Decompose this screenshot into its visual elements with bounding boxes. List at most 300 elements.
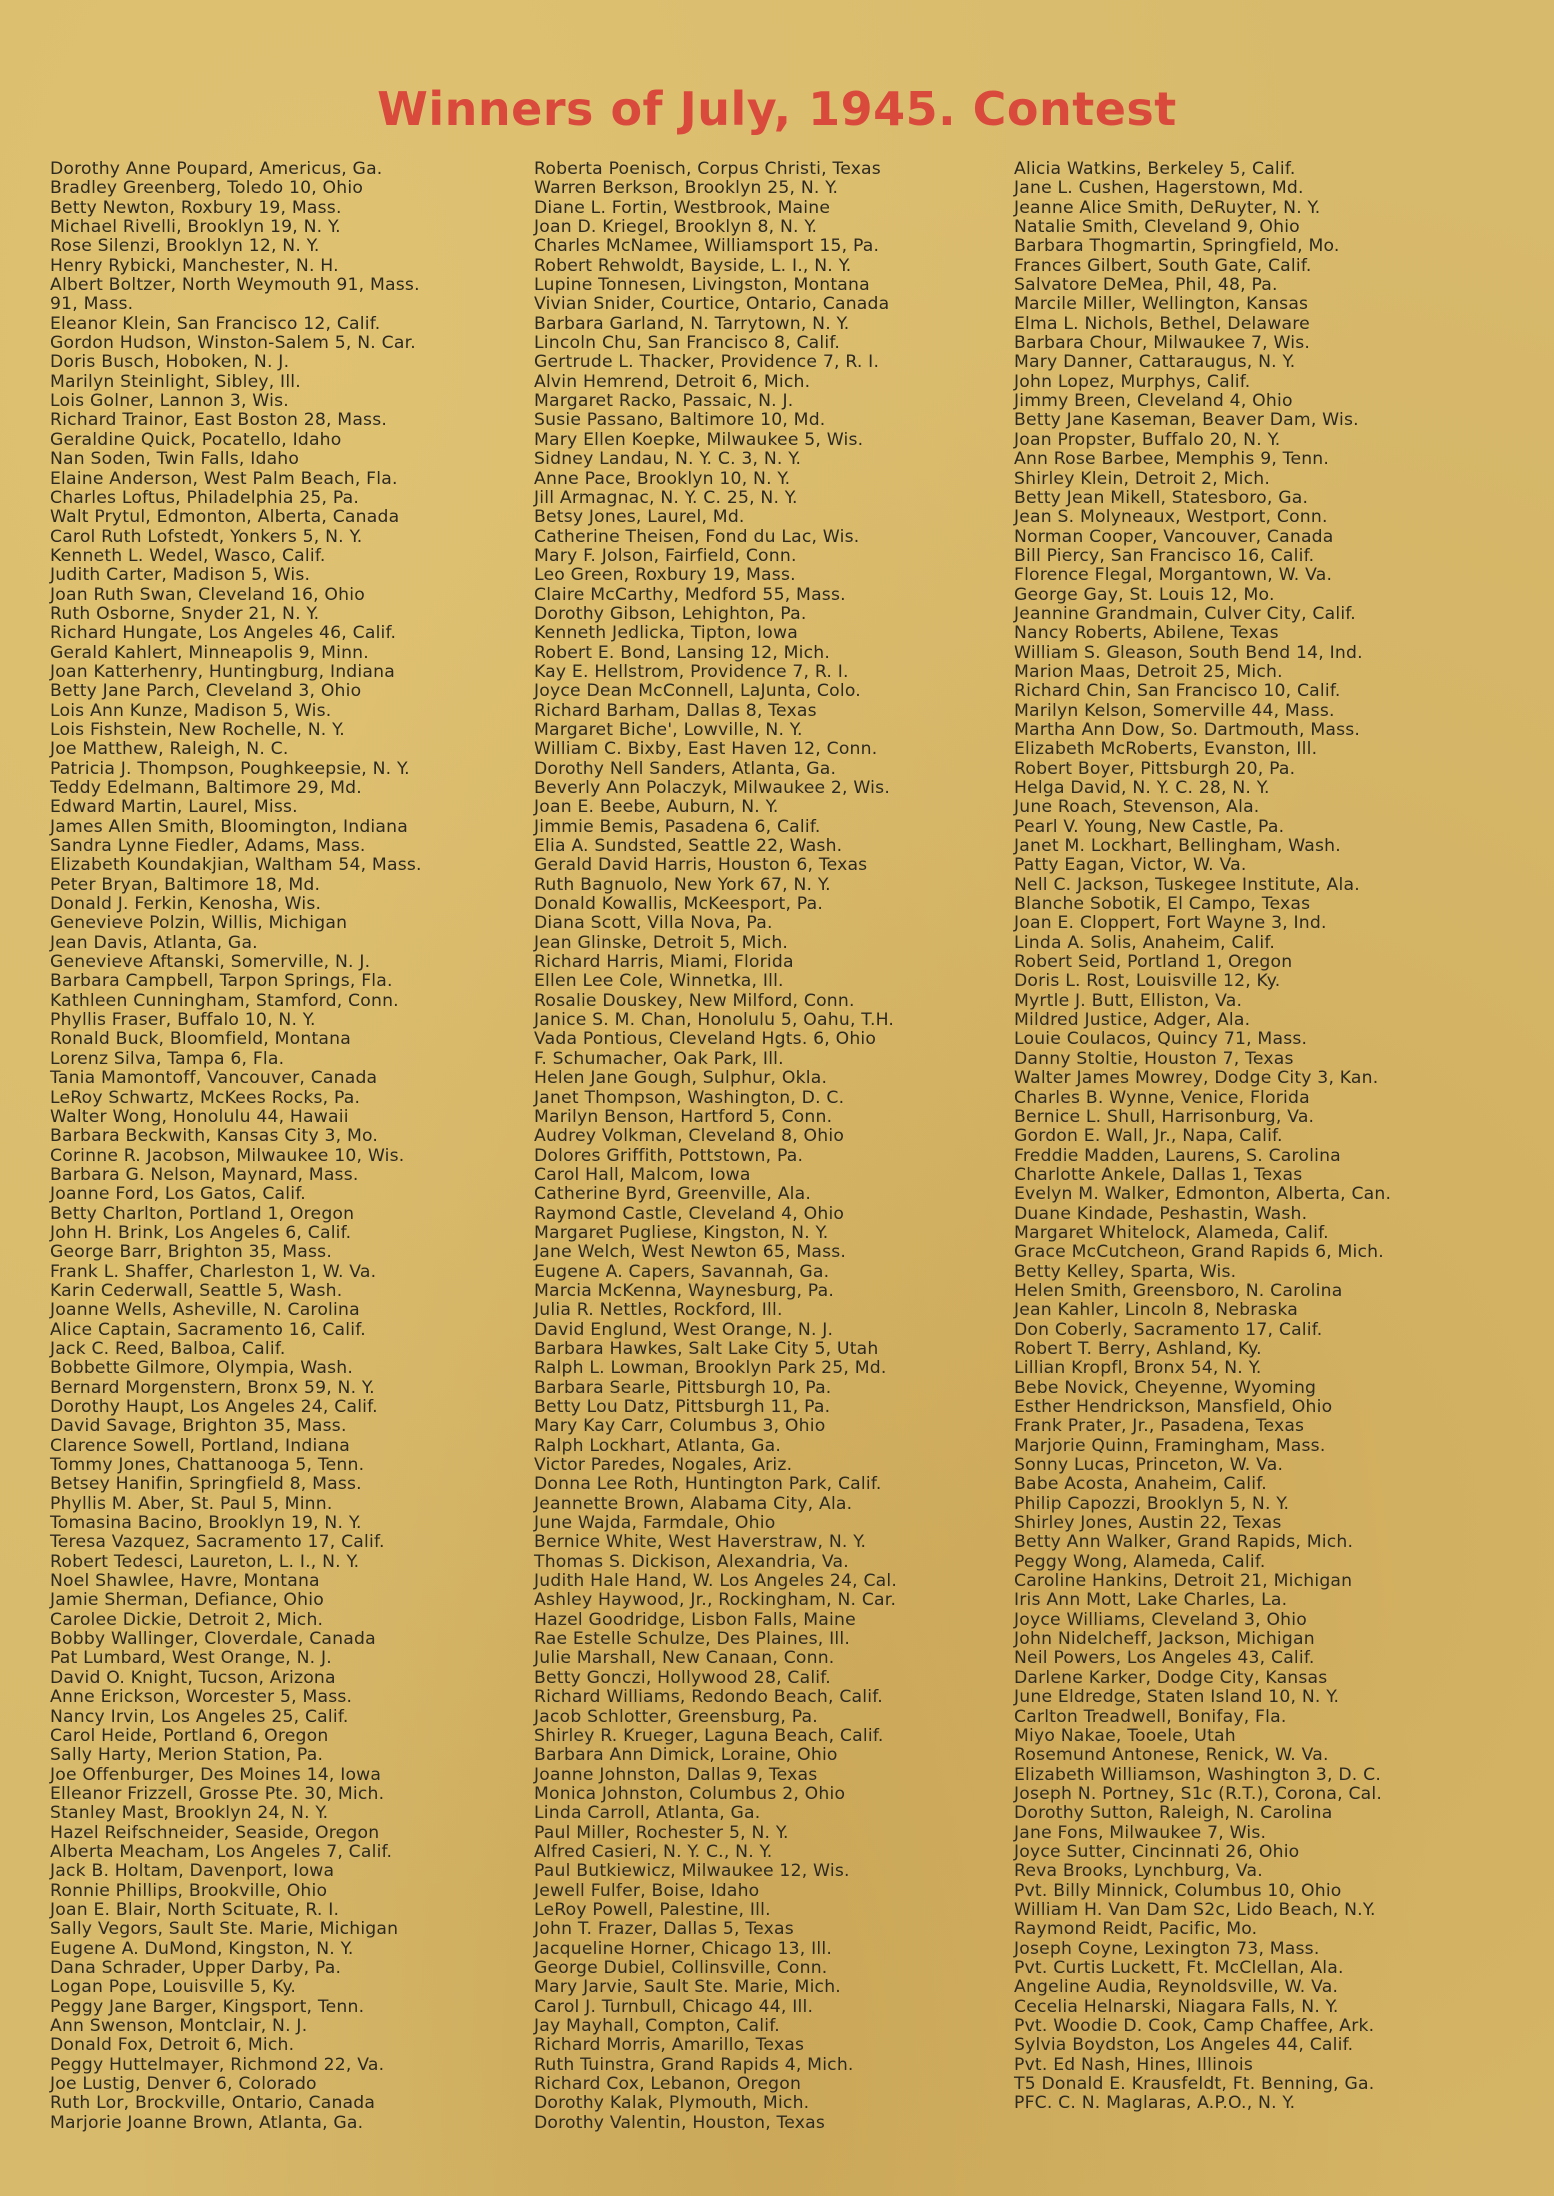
winner-entry: Betty Lou Datz, Pittsburgh 11, Pa. — [534, 1397, 831, 1417]
winner-entry: Shirley Jones, Austin 22, Texas — [1014, 1513, 1282, 1534]
winner-entry: Susie Passano, Baltimore 10, Md. — [534, 410, 826, 431]
winner-entry: Richard Cox, Lebanon, Oregon — [534, 2074, 802, 2095]
winner-entry: Eleanor Klein, San Francisco 12, Calif. — [50, 313, 381, 334]
winner-entry: Victor Paredes, Nogales, Ariz. — [534, 1455, 793, 1476]
winner-entry: Dorothy Valentin, Houston, Texas — [534, 2112, 826, 2133]
winner-entry: Joan E. Beebe, Auburn, N. Y. — [534, 797, 779, 818]
winner-entry: Henry Rybicki, Manchester, N. H. — [50, 255, 339, 276]
winner-entry: Ruth Lor, Brockville, Ontario, Canada — [50, 2093, 376, 2114]
winner-entry: Pvt. Woodie D. Cook, Camp Chaffee, Ark. — [1014, 2016, 1375, 2036]
winner-entry: Joe Lustig, Denver 6, Colorado — [50, 2074, 317, 2095]
winner-entry: Peggy Wong, Alameda, Calif. — [1014, 1551, 1266, 1572]
winner-entry: Babe Acosta, Anaheim, Calif. — [1014, 1474, 1267, 1495]
winner-entry: Peter Bryan, Baltimore 18, Md. — [50, 874, 321, 895]
winner-entry: Edward Martin, Laurel, Miss. — [50, 797, 298, 818]
winner-entry: Mary Ellen Koepke, Milwaukee 5, Wis. — [534, 429, 864, 450]
winner-entry: Thomas S. Dickison, Alexandria, Va. — [534, 1551, 849, 1572]
winner-entry: Neil Powers, Los Angeles 43, Calif. — [1014, 1648, 1315, 1669]
winner-entry: Barbara Chour, Milwaukee 7, Wis. — [1014, 333, 1311, 354]
winner-entry: James Allen Smith, Bloomington, Indiana — [50, 816, 408, 837]
winner-entry: Frank L. Shaffer, Charleston 1, W. Va. — [50, 1261, 377, 1282]
winner-entry: Janet Thompson, Washington, D. C. — [534, 1087, 845, 1108]
winner-entry: Diane L. Fortin, Westbrook, Maine — [534, 197, 831, 218]
winner-entry: Betty Jean Mikell, Statesboro, Ga. — [1014, 487, 1309, 508]
page-title: Winners of July, 1945. Contest — [377, 82, 1177, 136]
winner-entry: Donald J. Ferkin, Kenosha, Wis. — [50, 894, 322, 915]
winner-entry: Dorothy Kalak, Plymouth, Mich. — [534, 2093, 810, 2114]
winner-entry: Robert T. Berry, Ashland, Ky. — [1014, 1338, 1262, 1359]
winner-entry: Alicia Watkins, Berkeley 5, Calif. — [1014, 159, 1296, 179]
winner-entry: Pearl V. Young, New Castle, Pa. — [1014, 816, 1285, 837]
winner-entry: Salvatore DeMea, Phil, 48, Pa. — [1014, 275, 1278, 296]
winner-entry: Charles McNamee, Williamsport 15, Pa. — [534, 236, 880, 257]
winner-entry: Jack B. Holtam, Davenport, Iowa — [50, 1861, 335, 1882]
winner-entry: Carol Ruth Lofstedt, Yonkers 5, N. Y. — [50, 526, 363, 547]
winner-entry: William C. Bixby, East Haven 12, Conn. — [534, 739, 878, 760]
winner-entry: Iris Ann Mott, Lake Charles, La. — [1014, 1590, 1288, 1611]
winner-entry: Mary F. Jolson, Fairfield, Conn. — [534, 545, 797, 566]
winner-entry: Betty Jane Kaseman, Beaver Dam, Wis. — [1014, 410, 1359, 431]
winner-entry: Raymond Reidt, Pacific, Mo. — [1014, 1919, 1258, 1940]
winner-entry: Frances Gilbert, South Gate, Calif. — [1014, 255, 1312, 276]
winner-entry: Bradley Greenberg, Toledo 10, Ohio — [50, 178, 364, 199]
winner-entry: Ann Rose Barbee, Memphis 9, Tenn. — [1014, 449, 1330, 470]
winner-entry: Jay Mayhall, Compton, Calif. — [534, 2016, 780, 2036]
winner-entry: Pvt. Curtis Luckett, Ft. McClellan, Ala. — [1014, 1957, 1344, 1978]
winner-entry: Robert E. Bond, Lansing 12, Mich. — [534, 642, 831, 663]
winner-entry: Genevieve Polzin, Willis, Michigan — [50, 913, 348, 934]
winner-entry: Eugene A. DuMond, Kingston, N. Y. — [50, 1938, 354, 1959]
winner-entry: Rosalie Douskey, New Milford, Conn. — [534, 990, 855, 1011]
winner-entry: Richard Hungate, Los Angeles 46, Calif. — [50, 623, 397, 644]
winner-entry: Margaret Whitelock, Alameda, Calif. — [1014, 1222, 1329, 1243]
winner-entry: Ruth Osborne, Snyder 21, N. Y. — [50, 603, 320, 624]
winners-column-2 — [534, 160, 1014, 2133]
winner-entry: David O. Knight, Tucson, Arizona — [50, 1667, 336, 1688]
winner-entry: Dorothy Nell Sanders, Atlanta, Ga. — [534, 758, 837, 779]
winner-entry: Sally Vegors, Sault Ste. Marie, Michigan — [50, 1919, 399, 1940]
winner-entry: Joanne Johnston, Dallas 9, Texas — [534, 1764, 818, 1785]
winner-entry: Roberta Poenisch, Corpus Christi, Texas — [534, 159, 881, 179]
winner-entry: Louie Coulacos, Quincy 71, Mass. — [1014, 1029, 1308, 1050]
winner-entry: Barbara Beckwith, Kansas City 3, Mo. — [50, 1126, 379, 1147]
winner-entry: PFC. C. N. Maglaras, A.P.O., N. Y. — [1014, 2093, 1296, 2114]
winner-entry: Walter James Mowrey, Dodge City 3, Kan. — [1014, 1068, 1379, 1089]
winner-entry: Sylvia Boydston, Los Angeles 44, Calif. — [1014, 2035, 1354, 2056]
winner-entry: Richard Trainor, East Boston 28, Mass. — [50, 410, 388, 431]
winner-entry: Margaret Biche', Lowville, N. Y. — [534, 719, 803, 740]
winner-entry: Jamie Sherman, Defiance, Ohio — [50, 1590, 324, 1611]
winner-entry: Betsey Hanifin, Springfield 8, Mass. — [50, 1474, 362, 1495]
winner-entry: Joyce Dean McConnell, LaJunta, Colo. — [534, 681, 861, 702]
winner-entry: Helen Smith, Greensboro, N. Carolina — [1014, 1280, 1343, 1301]
winner-entry: Barbara Campbell, Tarpon Springs, Fla. — [50, 971, 393, 992]
winner-entry: Donald Fox, Detroit 6, Mich. — [50, 2035, 295, 2056]
winner-entry: Julie Marshall, New Canaan, Conn. — [534, 1648, 835, 1669]
winner-entry: Elia A. Sundsted, Seattle 22, Wash. — [534, 836, 843, 857]
winner-entry: Mary Jarvie, Sault Ste. Marie, Mich. — [534, 1977, 841, 1998]
winner-entry: Joe Matthew, Raleigh, N. C. — [50, 739, 289, 760]
winner-entry: Helga David, N. Y. C. 28, N. Y. — [1014, 778, 1270, 798]
winner-entry: Dorothy Anne Poupard, Americus, Ga. — [50, 159, 383, 179]
winner-entry: Ruth Tuinstra, Grand Rapids 4, Mich. — [534, 2054, 854, 2075]
winner-entry: Lois Ann Kunze, Madison 5, Wis. — [50, 700, 332, 721]
winner-entry: Robert Boyer, Pittsburgh 20, Pa. — [1014, 758, 1296, 779]
winner-entry: Richard Williams, Redondo Beach, Calif. — [534, 1687, 883, 1708]
winner-entry: Dorothy Sutton, Raleigh, N. Carolina — [1014, 1803, 1333, 1824]
winner-entry: Betty Gonczi, Hollywood 28, Calif. — [534, 1667, 831, 1688]
winner-entry: Betsy Jones, Laurel, Md. — [534, 507, 745, 528]
winner-entry: Dorothy Gibson, Lehighton, Pa. — [534, 603, 807, 624]
winner-entry: Bernice L. Shull, Harrisonburg, Va. — [1014, 1106, 1315, 1127]
winner-entry: Karin Cederwall, Seattle 5, Wash. — [50, 1280, 343, 1301]
winner-entry: Bobbette Gilmore, Olympia, Wash. — [50, 1358, 354, 1379]
winner-entry: Jeannette Brown, Alabama City, Ala. — [534, 1493, 853, 1514]
winner-entry: Marilyn Benson, Hartford 5, Conn. — [534, 1106, 833, 1127]
winner-entry: Pat Lumbard, West Orange, N. J. — [50, 1648, 332, 1669]
winner-entry: Kenneth L. Wedel, Wasco, Calif. — [50, 545, 326, 566]
winner-entry: Frank Prater, Jr., Pasadena, Texas — [1014, 1416, 1305, 1437]
winner-entry: Lupine Tonnesen, Livingston, Montana — [534, 275, 870, 296]
winner-entry: Alice Captain, Sacramento 16, Calif. — [50, 1319, 366, 1340]
winner-entry: David Englund, West Orange, N. J. — [534, 1319, 834, 1340]
winner-entry: Jimmy Breen, Cleveland 4, Ohio — [1014, 391, 1293, 412]
winner-entry: Donald Kowallis, McKeesport, Pa. — [534, 894, 823, 915]
winner-entry: Barbara G. Nelson, Maynard, Mass. — [50, 1164, 359, 1185]
winner-entry: Audrey Volkman, Cleveland 8, Ohio — [534, 1126, 845, 1147]
winner-entry: Doris L. Rost, Louisville 12, Ky. — [1014, 971, 1281, 992]
winner-entry: Tomasina Bacino, Brooklyn 19, N. Y. — [50, 1513, 362, 1534]
winner-entry: Phyllis Fraser, Buffalo 10, N. Y. — [50, 1010, 316, 1031]
winner-entry: Patricia J. Thompson, Poughkeepsie, N. Y. — [50, 758, 410, 779]
winner-entry: Ellen Lee Cole, Winnetka, Ill. — [534, 971, 784, 992]
winner-entry: Jacob Schlotter, Greensburg, Pa. — [534, 1706, 818, 1727]
winner-entry: Dolores Griffith, Pottstown, Pa. — [534, 1145, 804, 1166]
winner-entry: Elleanor Frizzell, Grosse Pte. 30, Mich. — [50, 1783, 385, 1804]
winner-entry: Patty Eagan, Victor, W. Va. — [1014, 855, 1247, 876]
winner-entry: Sonny Lucas, Princeton, W. Va. — [1014, 1455, 1284, 1476]
winner-entry: Betty Jane Parch, Cleveland 3, Ohio — [50, 681, 362, 702]
winner-entry: Richard Chin, San Francisco 10, Calif. — [1014, 681, 1341, 702]
winner-entry: F. Schumacher, Oak Park, Ill. — [534, 1048, 784, 1069]
winner-entry: Betty Charlton, Portland 1, Oregon — [50, 1203, 355, 1224]
winner-entry: Julia R. Nettles, Rockford, Ill. — [534, 1300, 783, 1321]
winner-entry: Richard Morris, Amarillo, Texas — [534, 2035, 805, 2056]
winner-entry: Reva Brooks, Lynchburg, Va. — [1014, 1861, 1263, 1882]
winner-entry: Joan Propster, Buffalo 20, N. Y. — [1014, 429, 1281, 450]
winner-entry: Jean S. Molyneaux, Westport, Conn. — [1014, 507, 1328, 528]
winner-entry: Joseph Coyne, Lexington 73, Mass. — [1014, 1938, 1320, 1959]
winner-entry: Pvt. Billy Minnick, Columbus 10, Ohio — [1014, 1880, 1342, 1901]
winner-entry: LeRoy Schwartz, McKees Rocks, Pa. — [50, 1087, 361, 1108]
winner-entry: Monica Johnston, Columbus 2, Ohio — [534, 1783, 846, 1804]
winner-entry: Grace McCutcheon, Grand Rapids 6, Mich. — [1014, 1242, 1384, 1263]
winner-entry: Noel Shawlee, Havre, Montana — [50, 1571, 320, 1592]
winner-entry: Lincoln Chu, San Francisco 8, Calif. — [534, 333, 840, 354]
winner-entry: Paul Miller, Rochester 5, N. Y. — [534, 1822, 789, 1843]
winner-entry: Betty Kelley, Sparta, Wis. — [1014, 1261, 1237, 1282]
winner-entry: George Gay, St. Louis 12, Mo. — [1014, 584, 1275, 605]
winner-entry: Genevieve Aftanski, Somerville, N. J. — [50, 952, 371, 973]
winner-entry: Jean Glinske, Detroit 5, Mich. — [534, 932, 789, 953]
winner-entry: Elma L. Nichols, Bethel, Delaware — [1014, 313, 1310, 334]
winner-entry: Carolee Dickie, Detroit 2, Mich. — [50, 1609, 324, 1630]
winner-entry: Paul Butkiewicz, Milwaukee 12, Wis. — [534, 1861, 850, 1882]
winner-entry: Danny Stoltie, Houston 7, Texas — [1014, 1048, 1294, 1069]
winner-entry: Gerald Kahlert, Minneapolis 9, Minn. — [50, 642, 369, 663]
winner-entry: George Barr, Brighton 35, Mass. — [50, 1242, 332, 1263]
winner-entry: Warren Berkson, Brooklyn 25, N. Y. — [534, 178, 839, 199]
winners-column-1 — [50, 160, 530, 2133]
winner-entry: Barbara Ann Dimick, Loraine, Ohio — [534, 1745, 838, 1766]
winner-entry: Freddie Madden, Laurens, S. Carolina — [1014, 1145, 1341, 1166]
winner-entry: Jane Welch, West Newton 65, Mass. — [534, 1242, 847, 1263]
winner-entry: William S. Gleason, South Bend 14, Ind. — [1014, 642, 1363, 663]
winner-entry: Myrtle J. Butt, Elliston, Va. — [1014, 990, 1243, 1011]
winner-entry: Tommy Jones, Chattanooga 5, Tenn. — [50, 1455, 365, 1476]
winner-entry: Lorenz Silva, Tampa 6, Fla. — [50, 1048, 285, 1069]
winner-entry: Vada Pontious, Cleveland Hgts. 6, Ohio — [534, 1029, 877, 1050]
winner-entry: Marcile Miller, Wellington, Kansas — [1014, 294, 1309, 315]
winner-entry: Joseph N. Portney, S1c (R.T.), Corona, Cal. — [1014, 1783, 1383, 1804]
winner-entry: Darlene Karker, Dodge City, Kansas — [1014, 1667, 1328, 1688]
winner-entry: Duane Kindade, Peshastin, Wash. — [1014, 1203, 1308, 1224]
winner-entry: Jean Kahler, Lincoln 8, Nebraska — [1014, 1300, 1298, 1321]
winner-entry: Rose Silenzi, Brooklyn 12, N. Y. — [50, 236, 320, 257]
winner-entry: Joe Offenburger, Des Moines 14, Iowa — [50, 1764, 382, 1785]
winner-entry: Nancy Roberts, Abilene, Texas — [1014, 623, 1279, 644]
winner-entry: Anne Pace, Brooklyn 10, N. Y. — [534, 468, 791, 489]
winner-entry: Geraldine Quick, Pocatello, Idaho — [50, 429, 342, 450]
winner-entry: Hazel Reifschneider, Seaside, Oregon — [50, 1822, 380, 1843]
winner-entry: Rae Estelle Schulze, Des Plaines, Ill. — [534, 1629, 851, 1650]
winner-entry: June Wajda, Farmdale, Ohio — [534, 1513, 776, 1534]
winner-entry: Ashley Haywood, Jr., Rockingham, N. Car. — [534, 1590, 897, 1611]
winner-entry: Jane L. Cushen, Hagerstown, Md. — [1014, 178, 1304, 199]
winner-entry: Ann Swenson, Montclair, N. J. — [50, 2016, 308, 2036]
winner-entry: Margaret Pugliese, Kingston, N. Y. — [534, 1222, 829, 1243]
winner-entry: Gerald David Harris, Houston 6, Texas — [534, 855, 868, 876]
winner-entry: Janice S. M. Chan, Honolulu 5, Oahu, T.H. — [534, 1010, 895, 1031]
winner-entry: Bernice White, West Haverstraw, N. Y. — [534, 1532, 867, 1553]
winner-entry: Jeannine Grandmain, Culver City, Calif. — [1014, 603, 1356, 624]
winner-entry: Carol Hall, Malcom, Iowa — [534, 1164, 751, 1185]
winner-entry: Carlton Treadwell, Bonifay, Fla. — [1014, 1706, 1287, 1727]
winner-entry: Elizabeth Williamson, Washington 3, D. C. — [1014, 1764, 1381, 1785]
winner-entry: Sidney Landau, N. Y. C. 3, N. Y. — [534, 449, 802, 470]
winner-entry: Jimmie Bemis, Pasadena 6, Calif. — [534, 816, 821, 837]
winner-entry: John H. Brink, Los Angeles 6, Calif. — [50, 1222, 352, 1243]
winner-entry: Bill Piercy, San Francisco 16, Calif. — [1014, 545, 1315, 566]
winner-entry: Miyo Nakae, Tooele, Utah — [1014, 1725, 1236, 1746]
winner-entry: Charlotte Ankele, Dallas 1, Texas — [1014, 1164, 1303, 1185]
winner-entry: Vivian Snider, Courtice, Ontario, Canada — [534, 294, 890, 315]
winner-entry: William H. Van Dam S2c, Lido Beach, N.Y. — [1014, 1899, 1376, 1920]
winner-entry: Gordon Hudson, Winston-Salem 5, N. Car. — [50, 333, 416, 354]
winner-entry: Joanne Ford, Los Gatos, Calif. — [50, 1184, 306, 1205]
winner-entry: Raymond Castle, Cleveland 4, Ohio — [534, 1203, 845, 1224]
winner-entry: Robert Seid, Portland 1, Oregon — [1014, 952, 1293, 973]
winner-entry: Lois Fishstein, New Rochelle, N. Y. — [50, 719, 345, 740]
winner-entry: Mary Kay Carr, Columbus 3, Ohio — [534, 1416, 826, 1437]
winner-entry: Richard Harris, Miami, Florida — [534, 952, 794, 973]
winner-entry: Barbara Searle, Pittsburgh 10, Pa. — [534, 1377, 832, 1398]
winner-entry: Logan Pope, Louisville 5, Ky. — [50, 1977, 297, 1998]
winner-entry: Ronnie Phillips, Brookville, Ohio — [50, 1880, 328, 1901]
winner-entry: Clarence Sowell, Portland, Indiana — [50, 1435, 351, 1456]
winner-entry: Norman Cooper, Vancouver, Canada — [1014, 526, 1334, 547]
winner-entry: Alfred Casieri, N. Y. C., N. Y. — [534, 1841, 773, 1862]
winner-entry: Claire McCarthy, Medford 55, Mass. — [534, 584, 846, 605]
winner-entry: Teresa Vazquez, Sacramento 17, Calif. — [50, 1532, 385, 1553]
winner-entry: T5 Donald E. Krausfeldt, Ft. Benning, Ga. — [1014, 2074, 1375, 2095]
winner-entry: Eugene A. Capers, Savannah, Ga. — [534, 1261, 830, 1282]
winner-entry: Albert Boltzer, North Weymouth 91, Mass. — [50, 275, 420, 296]
winner-entry: Catherine Theisen, Fond du Lac, Wis. — [534, 526, 860, 547]
winner-entry: Kathleen Cunningham, Stamford, Conn. — [50, 990, 399, 1011]
winner-entry: Jeanne Alice Smith, DeRuyter, N. Y. — [1014, 197, 1321, 218]
winner-entry: Joan D. Kriegel, Brooklyn 8, N. Y. — [534, 217, 818, 238]
winner-entry: Linda A. Solis, Anaheim, Calif. — [1014, 932, 1276, 953]
winner-entry: Marjorie Quinn, Framingham, Mass. — [1014, 1435, 1326, 1456]
winner-entry: Marilyn Steinlight, Sibley, Ill. — [50, 371, 301, 392]
winner-entry: Mary Danner, Cattaraugus, N. Y. — [1014, 352, 1296, 373]
winner-entry: Marjorie Joanne Brown, Atlanta, Ga. — [50, 2112, 364, 2133]
winner-entry: Michael Rivelli, Brooklyn 19, N. Y. — [50, 217, 341, 238]
winner-entry: Gertrude L. Thacker, Providence 7, R. I. — [534, 352, 880, 373]
winner-entry: Teddy Edelmann, Baltimore 29, Md. — [50, 778, 362, 798]
winner-entry: Joan Katterhenry, Huntingburg, Indiana — [50, 661, 395, 682]
winner-entry: Bernard Morgenstern, Bronx 59, N. Y. — [50, 1377, 375, 1398]
winner-entry: Sandra Lynne Fiedler, Adams, Mass. — [50, 836, 366, 857]
winner-entry: Linda Carroll, Atlanta, Ga. — [534, 1803, 761, 1824]
winner-entry: Natalie Smith, Cleveland 9, Ohio — [1014, 217, 1300, 238]
winner-entry: Blanche Sobotik, El Campo, Texas — [1014, 894, 1311, 915]
winner-entry: Walter Wong, Honolulu 44, Hawaii — [50, 1106, 349, 1127]
winner-entry: Catherine Byrd, Greenville, Ala. — [534, 1184, 812, 1205]
winner-entry: Jack C. Reed, Balboa, Calif. — [50, 1338, 286, 1359]
winner-entry: Mildred Justice, Adger, Ala. — [1014, 1010, 1251, 1031]
winner-entry: Helen Jane Gough, Sulphur, Okla. — [534, 1068, 828, 1089]
winner-entry: Barbara Hawkes, Salt Lake City 5, Utah — [534, 1338, 879, 1359]
winner-entry: Nan Soden, Twin Falls, Idaho — [50, 449, 300, 470]
winner-entry: Philip Capozzi, Brooklyn 5, N. Y. — [1014, 1493, 1290, 1514]
winner-entry: David Savage, Brighton 35, Mass. — [50, 1416, 347, 1437]
winner-entry: John Lopez, Murphys, Calif. — [1014, 371, 1251, 392]
winner-entry: Judith Carter, Madison 5, Wis. — [50, 565, 311, 586]
winner-entry: Dorothy Haupt, Los Angeles 24, Calif. — [50, 1397, 378, 1417]
winner-entry: Alvin Hemrend, Detroit 6, Mich. — [534, 371, 811, 392]
winner-entry: Robert Rehwoldt, Bayside, L. I., N. Y. — [534, 255, 852, 276]
winner-entry: Walt Prytul, Edmonton, Alberta, Canada — [50, 507, 400, 528]
winner-entry: Phyllis M. Aber, St. Paul 5, Minn. — [50, 1493, 333, 1514]
winner-entry: Jewell Fulfer, Boise, Idaho — [534, 1880, 760, 1901]
winner-entry: Carol Heide, Portland 6, Oregon — [50, 1725, 329, 1746]
winner-entry: Diana Scott, Villa Nova, Pa. — [534, 913, 773, 934]
winners-column-3 — [1014, 160, 1494, 2114]
winner-entry: Elizabeth McRoberts, Evanston, Ill. — [1014, 739, 1318, 760]
winner-entry: Carol J. Turnbull, Chicago 44, Ill. — [534, 1996, 814, 2017]
winner-entry: Janet M. Lockhart, Bellingham, Wash. — [1014, 836, 1341, 857]
winner-entry: Dana Schrader, Upper Darby, Pa. — [50, 1957, 342, 1978]
winner-entry: George Dubiel, Collinsville, Conn. — [534, 1957, 828, 1978]
winner-entry: Judith Hale Hand, W. Los Angeles 24, Cal. — [534, 1571, 898, 1592]
winner-entry: Angeline Audia, Reynoldsville, W. Va. — [1014, 1977, 1339, 1998]
winner-entry: Bobby Wallinger, Cloverdale, Canada — [50, 1629, 376, 1650]
winner-entry: Joyce Williams, Cleveland 3, Ohio — [1014, 1609, 1307, 1630]
winner-entry: 91, Mass. — [50, 294, 134, 315]
winner-entry: Kay E. Hellstrom, Providence 7, R. I. — [534, 661, 849, 682]
winner-entry: Elizabeth Koundakjian, Waltham 54, Mass. — [50, 855, 422, 876]
winner-entry: Lois Golner, Lannon 3, Wis. — [50, 391, 289, 412]
winner-entry: Leo Green, Roxbury 19, Mass. — [534, 565, 796, 586]
winner-entry: Barbara Thogmartin, Springfield, Mo. — [1014, 236, 1340, 257]
winner-entry: Margaret Racko, Passaic, N. J. — [534, 391, 794, 412]
winner-entry: Ronald Buck, Bloomfield, Montana — [50, 1029, 351, 1050]
winner-entry: Alberta Meacham, Los Angeles 7, Calif. — [50, 1841, 393, 1862]
winner-entry: Martha Ann Dow, So. Dartmouth, Mass. — [1014, 719, 1361, 740]
winner-entry: Peggy Huttelmayer, Richmond 22, Va. — [50, 2054, 385, 2075]
winner-entry: Ruth Bagnuolo, New York 67, N. Y. — [534, 874, 831, 895]
winner-entry: Corinne R. Jacobson, Milwaukee 10, Wis. — [50, 1145, 405, 1166]
winner-entry: Cecelia Helnarski, Niagara Falls, N. Y. — [1014, 1996, 1339, 2017]
winner-entry: Doris Busch, Hoboken, N. J. — [50, 352, 290, 373]
winner-entry: Anne Erickson, Worcester 5, Mass. — [50, 1687, 353, 1708]
winner-entry: Beverly Ann Polaczyk, Milwaukee 2, Wis. — [534, 778, 890, 798]
winner-entry: Kenneth Jedlicka, Tipton, Iowa — [534, 623, 799, 644]
winner-entry: Ralph Lockhart, Atlanta, Ga. — [534, 1435, 781, 1456]
winner-entry: Florence Flegal, Morgantown, W. Va. — [1014, 565, 1333, 586]
winner-entry: Joyce Sutter, Cincinnati 26, Ohio — [1014, 1841, 1300, 1862]
winner-entry: June Eldredge, Staten Island 10, N. Y. — [1014, 1687, 1340, 1708]
winner-entry: Joan E. Blair, North Scituate, R. I. — [50, 1899, 340, 1920]
winner-entry: Charles Loftus, Philadelphia 25, Pa. — [50, 487, 360, 508]
winner-entry: Betty Ann Walker, Grand Rapids, Mich. — [1014, 1532, 1354, 1553]
winner-entry: Ralph L. Lowman, Brooklyn Park 25, Md. — [534, 1358, 887, 1379]
winner-entry: Bebe Novick, Cheyenne, Wyoming — [1014, 1377, 1317, 1398]
winner-entry: Joan Ruth Swan, Cleveland 16, Ohio — [50, 584, 365, 605]
winner-entry: Stanley Mast, Brooklyn 24, N. Y. — [50, 1803, 329, 1824]
winner-entry: Gordon E. Wall, Jr., Napa, Calif. — [1014, 1126, 1283, 1147]
winner-entry: Jill Armagnac, N. Y. C. 25, N. Y. — [534, 487, 798, 508]
winner-entry: Jean Davis, Atlanta, Ga. — [50, 932, 258, 953]
winner-entry: Jane Fons, Milwaukee 7, Wis. — [1014, 1822, 1267, 1843]
winner-entry: Nell C. Jackson, Tuskegee Institute, Ala. — [1014, 874, 1360, 895]
winner-entry: Tania Mamontoff, Vancouver, Canada — [50, 1068, 378, 1089]
winner-entry: John Nidelcheff, Jackson, Michigan — [1014, 1629, 1315, 1650]
winner-entry: Marcia McKenna, Waynesburg, Pa. — [534, 1280, 834, 1301]
winner-entry: Barbara Garland, N. Tarrytown, N. Y. — [534, 313, 850, 334]
winner-entry: Shirley R. Krueger, Laguna Beach, Calif. — [534, 1725, 884, 1746]
winner-entry: Jacqueline Horner, Chicago 13, Ill. — [534, 1938, 832, 1959]
winner-entry: Nancy Irvin, Los Angeles 25, Calif. — [50, 1706, 349, 1727]
winner-entry: Esther Hendrickson, Mansfield, Ohio — [1014, 1397, 1333, 1417]
winner-entry: Caroline Hankins, Detroit 21, Michigan — [1014, 1571, 1353, 1592]
winner-entry: Donna Lee Roth, Huntington Park, Calif. — [534, 1474, 882, 1495]
winner-entry: Evelyn M. Walker, Edmonton, Alberta, Can. — [1014, 1184, 1392, 1205]
winner-entry: Pvt. Ed Nash, Hines, Illinois — [1014, 2054, 1253, 2075]
winner-entry: Richard Barham, Dallas 8, Texas — [534, 700, 817, 721]
winner-entry: Marilyn Kelson, Somerville 44, Mass. — [1014, 700, 1335, 721]
winner-entry: Don Coberly, Sacramento 17, Calif. — [1014, 1319, 1323, 1340]
winner-entry: Sally Harty, Merion Station, Pa. — [50, 1745, 324, 1766]
winner-entry: John T. Frazer, Dallas 5, Texas — [534, 1919, 794, 1940]
winner-entry: Elaine Anderson, West Palm Beach, Fla. — [50, 468, 398, 489]
winner-entry: Rosemund Antonese, Renick, W. Va. — [1014, 1745, 1329, 1766]
winner-entry: Charles B. Wynne, Venice, Florida — [1014, 1087, 1310, 1108]
winner-entry: Lillian Kropfl, Bronx 54, N. Y. — [1014, 1358, 1262, 1379]
winner-entry: Marion Maas, Detroit 25, Mich. — [1014, 661, 1283, 682]
